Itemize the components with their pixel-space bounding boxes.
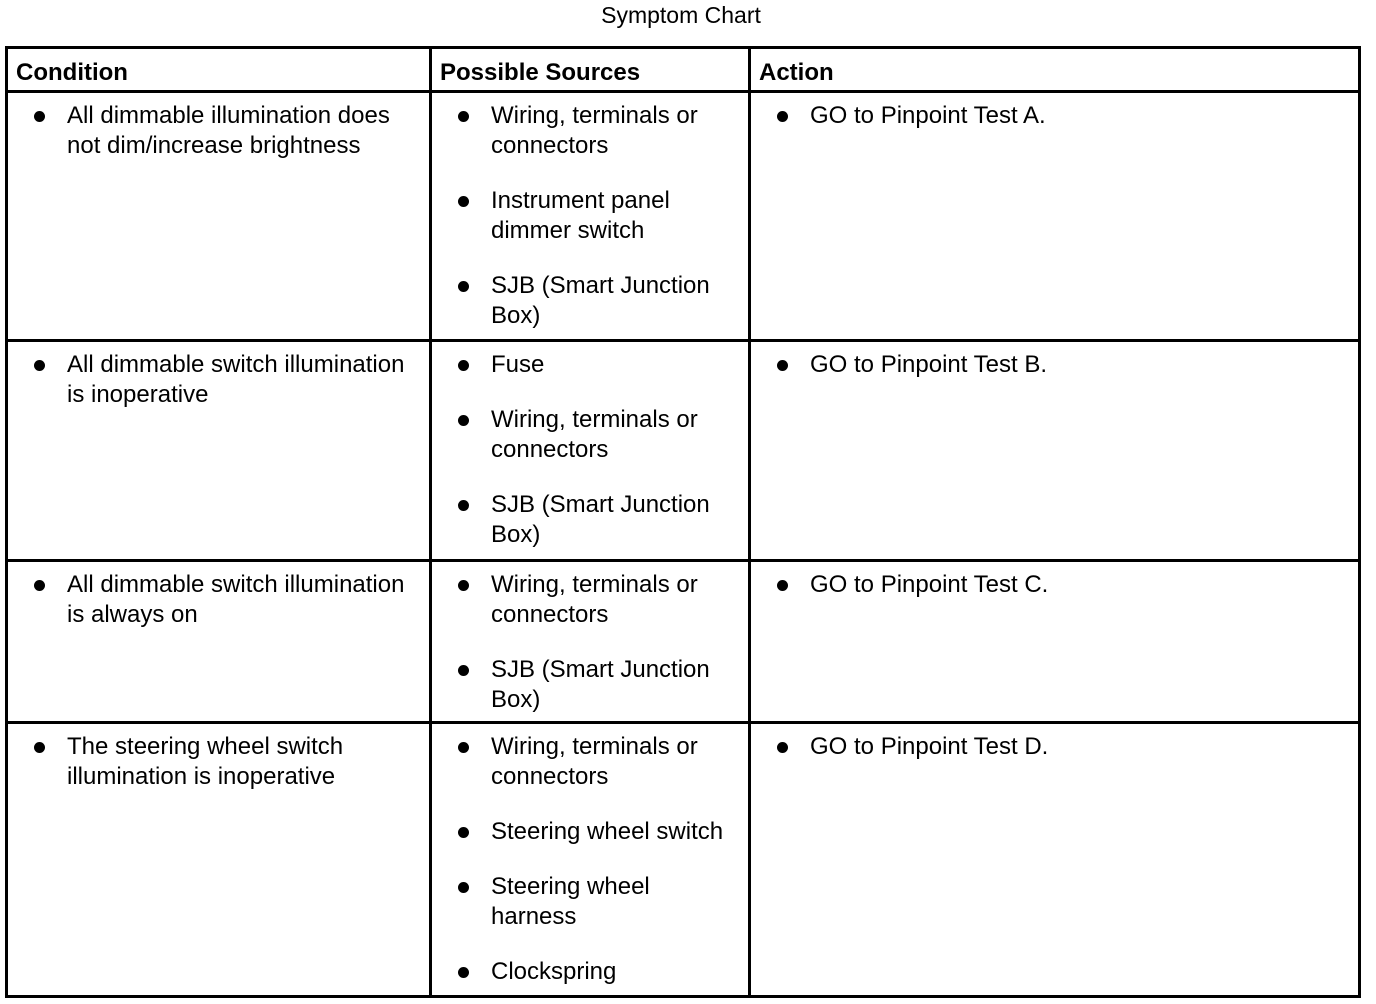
bullet-icon [34, 360, 45, 371]
table-row [7, 723, 1360, 997]
source-text: Instrument panel dimmer switch [491, 187, 670, 244]
source-item [456, 957, 738, 987]
condition-item [32, 732, 419, 792]
source-text: Steering wheel harness [491, 873, 650, 931]
bullet-icon [458, 665, 469, 676]
action-item [775, 350, 1348, 380]
source-text: Wiring, terminals or connectors [491, 406, 698, 464]
action-cell [750, 341, 1360, 560]
bullet-icon [458, 500, 469, 511]
bullet-icon [458, 360, 469, 371]
bullet-icon [458, 281, 469, 292]
bullet-icon [34, 580, 45, 591]
bullet-icon [458, 967, 469, 978]
bullet-icon [458, 827, 469, 838]
source-text: SJB (Smart Junction Box) [491, 272, 710, 329]
source-item [456, 817, 738, 847]
bullet-icon [458, 882, 469, 893]
bullet-icon [458, 196, 469, 207]
source-text: Fuse [491, 351, 545, 379]
bullet-icon [777, 360, 788, 371]
bullet-icon [777, 111, 788, 122]
bullet-icon [777, 742, 788, 753]
sources-cell [431, 723, 750, 997]
condition-text: All dimmable switch illumination is inoperative [67, 351, 405, 409]
action-cell [750, 723, 1360, 997]
action-text: GO to Pinpoint Test B. [810, 351, 1048, 379]
symptom-chart-table [5, 46, 1361, 998]
source-item [456, 655, 738, 715]
source-text: Steering wheel switch [491, 818, 724, 846]
condition-text: All dimmable switch illumination is always on [67, 570, 405, 628]
condition-text: All dimmable illumination does not dim/increase brightness [67, 102, 390, 159]
source-item [456, 271, 738, 331]
condition-cell [7, 92, 431, 341]
bullet-icon [777, 580, 788, 591]
condition-item [32, 101, 419, 161]
sources-cell [431, 92, 750, 341]
source-text: SJB (Smart Junction Box) [491, 491, 710, 549]
bullet-icon [458, 111, 469, 122]
chart-caption: Symptom Chart [601, 2, 761, 28]
source-item [456, 350, 738, 380]
source-text: Wiring, terminals or connectors [491, 102, 698, 159]
source-item [456, 490, 738, 550]
table-row [7, 560, 1360, 723]
action-item [775, 570, 1348, 600]
header-condition: Condition [7, 48, 431, 92]
sources-cell [431, 560, 750, 723]
sources-cell [431, 341, 750, 560]
action-text: GO to Pinpoint Test C. [810, 570, 1049, 598]
source-item [456, 732, 738, 792]
source-text: Wiring, terminals or connectors [491, 733, 698, 791]
header-row [7, 48, 1360, 92]
table-row [7, 92, 1360, 341]
bullet-icon [34, 111, 45, 122]
action-item [775, 732, 1348, 762]
source-item [456, 101, 738, 161]
condition-cell [7, 723, 431, 997]
bullet-icon [34, 742, 45, 753]
source-item [456, 570, 738, 630]
condition-item [32, 570, 419, 630]
condition-text: The steering wheel switch illumination is inoperative [67, 733, 344, 791]
table-row [7, 341, 1360, 560]
condition-item [32, 350, 419, 410]
source-text: SJB (Smart Junction Box) [491, 655, 710, 713]
bullet-icon [458, 742, 469, 753]
condition-cell [7, 560, 431, 723]
source-text: Wiring, terminals or connectors [491, 570, 698, 628]
source-item [456, 186, 738, 246]
bullet-icon [458, 580, 469, 591]
header-possible-sources: Possible Sources [431, 48, 750, 92]
source-text: Clockspring [491, 958, 617, 986]
action-text: GO to Pinpoint Test D. [810, 733, 1049, 761]
action-item [775, 101, 1348, 131]
condition-cell [7, 341, 431, 560]
action-cell [750, 560, 1360, 723]
action-cell [750, 92, 1360, 341]
action-text: GO to Pinpoint Test A. [810, 102, 1046, 129]
bullet-icon [458, 415, 469, 426]
source-item [456, 405, 738, 465]
source-item [456, 872, 738, 932]
header-action: Action [750, 48, 1360, 92]
